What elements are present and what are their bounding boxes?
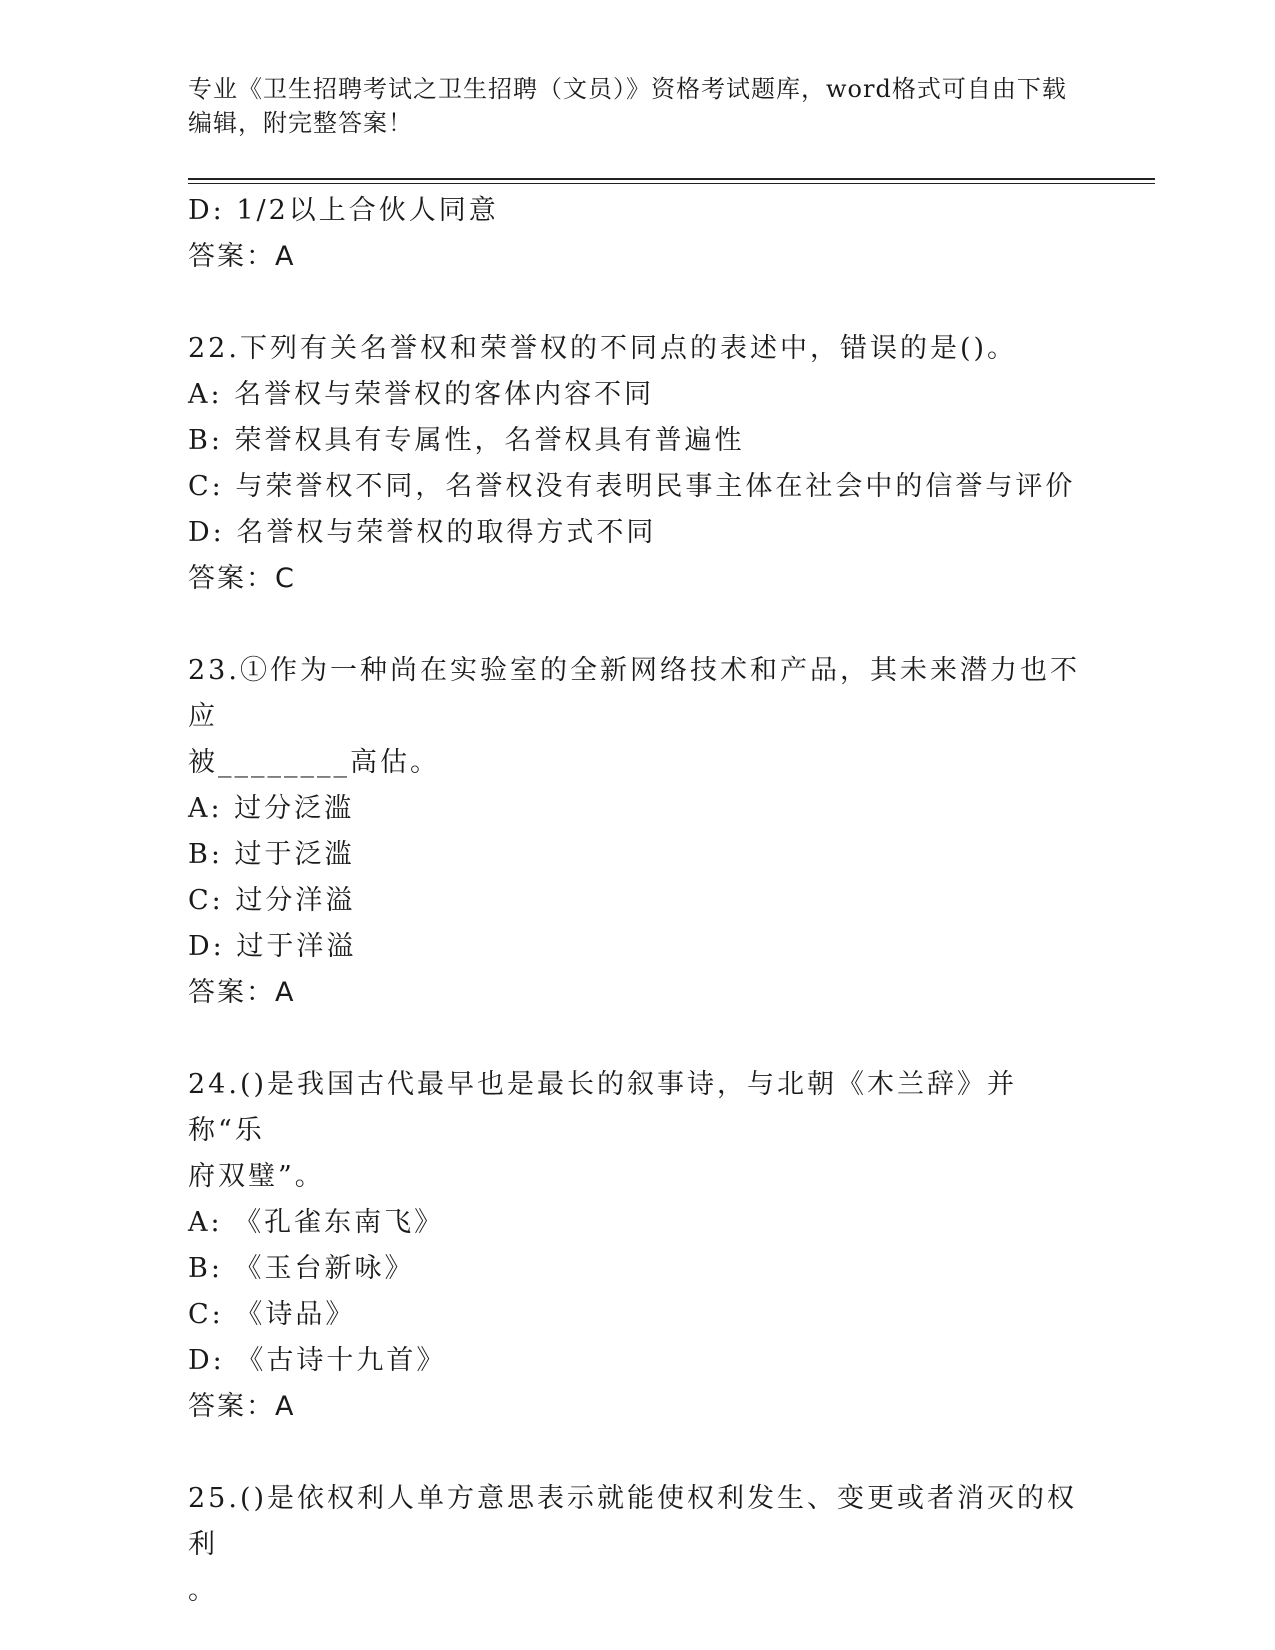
- option-c: C: 与荣誉权不同，名誉权没有表明民事主体在社会中的信誉与评价: [188, 471, 1076, 502]
- header-divider-thick: [188, 178, 1155, 180]
- question-stem-line-1: 25.()是依权利人单方意思表示就能使权利发生、变更或者消灭的权利: [188, 1483, 1078, 1560]
- option-b: B: 过于泛滥: [188, 839, 355, 870]
- option-c: C: 过分洋溢: [188, 885, 356, 916]
- prev-question-answer: 答案：A: [188, 241, 296, 272]
- question-stem-line-1: 24.()是我国古代最早也是最长的叙事诗，与北朝《木兰辞》并称“乐: [188, 1069, 1018, 1146]
- question-23: [188, 648, 1088, 1016]
- question-list: [188, 188, 1088, 1614]
- question-stem-line-2: 府双璧”。: [188, 1161, 325, 1192]
- option-a: A: 名誉权与荣誉权的客体内容不同: [188, 379, 655, 410]
- question-answer: 答案：A: [188, 1391, 296, 1422]
- option-d: D: 《古诗十九首》: [188, 1345, 447, 1376]
- question-stem-line-1: 23.①作为一种尚在实验室的全新网络技术和产品，其未来潜力也不应: [188, 655, 1080, 732]
- option-b: B: 荣誉权具有专属性，名誉权具有普遍性: [188, 425, 745, 456]
- question-answer: 答案：A: [188, 977, 296, 1008]
- question-stem: 22.下列有关名誉权和荣誉权的不同点的表述中，错误的是()。: [188, 333, 1018, 364]
- question-24: [188, 1062, 1088, 1430]
- option-d: D: 过于洋溢: [188, 931, 357, 962]
- option-b: B: 《玉台新咏》: [188, 1253, 415, 1284]
- question-stem-line-2: 。: [188, 1575, 218, 1606]
- question-22: [188, 326, 1088, 602]
- header-divider-thin: [188, 183, 1155, 184]
- option-d: D: 名誉权与荣誉权的取得方式不同: [188, 517, 657, 548]
- question-answer: 答案：C: [188, 563, 296, 594]
- question-25: [188, 1476, 1088, 1614]
- option-a: A: 过分泛滥: [188, 793, 355, 824]
- option-c: C: 《诗品》: [188, 1299, 356, 1330]
- question-stem-line-2: 被________高估。: [188, 747, 440, 778]
- document-header: 专业《卫生招聘考试之卫生招聘（文员）》资格考试题库，word格式可自由下载编辑，附完整答案！: [188, 75, 1067, 137]
- prev-question-option-d: D: 1/2以上合伙人同意: [188, 195, 499, 226]
- option-a: A: 《孔雀东南飞》: [188, 1207, 445, 1238]
